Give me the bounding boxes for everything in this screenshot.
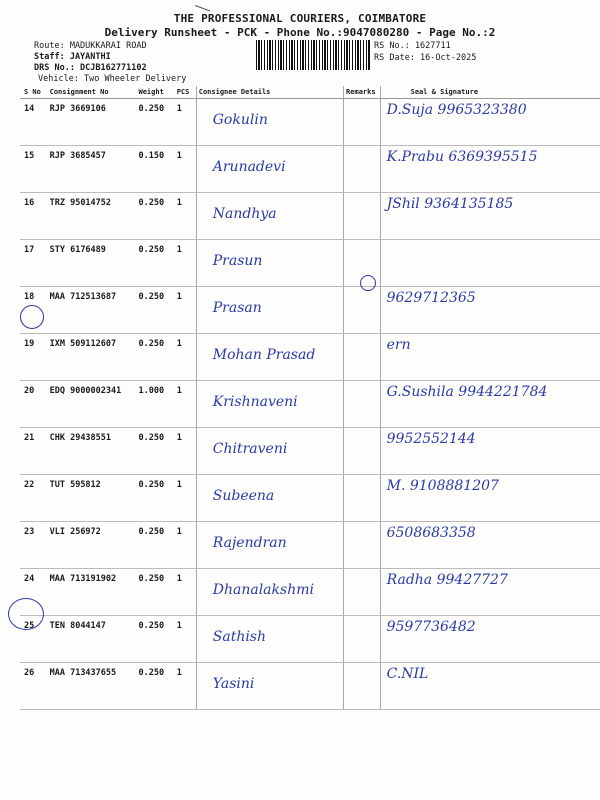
row-signature	[380, 569, 600, 616]
row-signature	[380, 287, 600, 334]
row-weight: 0.250	[137, 428, 175, 475]
row-consignment: RJP 3669106	[48, 99, 137, 146]
row-sno: 15	[20, 146, 48, 193]
barcode-image	[256, 40, 370, 70]
signature-handwriting: M. 9108881207	[386, 478, 499, 494]
row-signature	[380, 428, 600, 475]
consignee-handwriting: Krishnaveni	[212, 394, 298, 410]
row-consignee	[196, 381, 343, 428]
row-weight: 0.150	[137, 146, 175, 193]
row-weight: 0.250	[137, 287, 175, 334]
row-weight: 0.250	[137, 99, 175, 146]
row-sno: 17	[20, 240, 48, 287]
row-signature	[380, 99, 600, 146]
consignee-handwriting: Subeena	[212, 488, 275, 504]
row-consignee	[196, 240, 343, 287]
signature-handwriting: ern	[386, 337, 411, 353]
row-weight: 0.250	[137, 240, 175, 287]
row-pcs: 1	[175, 616, 197, 663]
row-weight: 0.250	[137, 663, 175, 710]
table-row	[20, 334, 600, 381]
col-sno: S No	[20, 86, 48, 99]
table-header-row	[20, 86, 600, 99]
row-signature	[380, 616, 600, 663]
row-consignee	[196, 522, 343, 569]
row-signature	[380, 240, 600, 287]
col-consignment: Consignment No	[48, 86, 137, 99]
row-remarks	[344, 616, 381, 663]
row-signature	[380, 663, 600, 710]
row-sno: 18	[20, 287, 48, 334]
row-pcs: 1	[175, 381, 197, 428]
consignee-handwriting: Rajendran	[212, 535, 287, 551]
row-remarks	[344, 99, 381, 146]
col-pcs: PCS	[175, 86, 197, 99]
row-signature	[380, 522, 600, 569]
consignee-handwriting: Dhanalakshmi	[212, 582, 314, 598]
row-consignment: STY 6176489	[48, 240, 137, 287]
row-signature	[380, 475, 600, 522]
row-weight: 0.250	[137, 569, 175, 616]
row-pcs: 1	[175, 146, 197, 193]
row-pcs: 1	[175, 193, 197, 240]
table-row	[20, 616, 600, 663]
runsheet-title: Delivery Runsheet - PCK - Phone No.:9047080280 - Page No.:2	[104, 26, 496, 39]
row-pcs: 1	[175, 475, 197, 522]
row-weight: 0.250	[137, 475, 175, 522]
row-sno: 20	[20, 381, 48, 428]
row-signature	[380, 334, 600, 381]
table-row	[20, 146, 600, 193]
signature-handwriting: 6508683358	[386, 525, 476, 541]
row-pcs: 1	[175, 334, 197, 381]
row-pcs: 1	[175, 287, 197, 334]
col-seal-signature: Seal & Signature	[380, 86, 600, 99]
row-remarks	[344, 146, 381, 193]
table-row	[20, 475, 600, 522]
signature-handwriting: K.Prabu 6369395515	[386, 149, 538, 165]
consignee-handwriting: Prasun	[212, 253, 263, 269]
row-remarks	[344, 475, 381, 522]
row-signature	[380, 193, 600, 240]
pen-tick-mark	[195, 0, 213, 11]
row-weight: 0.250	[137, 193, 175, 240]
row-consignment: CHK 29438551	[48, 428, 137, 475]
row-signature	[380, 146, 600, 193]
row-pcs: 1	[175, 428, 197, 475]
signature-handwriting: 9952552144	[386, 431, 476, 447]
rs-date: RS Date: 16-Oct-2025	[374, 53, 477, 63]
col-weight: Weight	[137, 86, 175, 99]
row-consignee	[196, 616, 343, 663]
row-sno: 14	[20, 99, 48, 146]
row-consignment: MAA 713191902	[48, 569, 137, 616]
signature-handwriting: JShil 9364135185	[386, 196, 514, 212]
row-remarks	[344, 428, 381, 475]
col-consignee-details: Consignee Details	[196, 86, 343, 99]
runsheet-table	[20, 86, 600, 710]
row-consignment: TEN 8044147	[48, 616, 137, 663]
row-sno: 21	[20, 428, 48, 475]
pen-circle-26	[8, 598, 44, 630]
table-row	[20, 569, 600, 616]
consignee-handwriting: Nandhya	[212, 206, 277, 222]
route-label: Route: MADUKKARAI ROAD	[34, 41, 147, 51]
signature-handwriting: C.NIL	[386, 666, 429, 682]
row-sno: 23	[20, 522, 48, 569]
pen-circle-19	[20, 305, 44, 329]
row-sno: 19	[20, 334, 48, 381]
signature-handwriting: G.Sushila 9944221784	[386, 384, 548, 400]
row-pcs: 1	[175, 522, 197, 569]
signature-handwriting: 9629712365	[386, 290, 476, 306]
signature-handwriting: D.Suja 9965323380	[386, 102, 527, 118]
table-row	[20, 663, 600, 710]
row-remarks	[344, 663, 381, 710]
vehicle-label: Vehicle: Two Wheeler Delivery	[38, 74, 187, 84]
row-weight: 1.000	[137, 381, 175, 428]
col-remarks: Remarks	[344, 86, 381, 99]
row-consignment: MAA 712513687	[48, 287, 137, 334]
table-row	[20, 381, 600, 428]
row-remarks	[344, 287, 381, 334]
row-sno: 16	[20, 193, 48, 240]
row-remarks	[344, 334, 381, 381]
row-pcs: 1	[175, 99, 197, 146]
row-consignment: MAA 713437655	[48, 663, 137, 710]
row-remarks	[344, 381, 381, 428]
table-row	[20, 99, 600, 146]
row-sno: 26	[20, 663, 48, 710]
row-weight: 0.250	[137, 334, 175, 381]
table-row	[20, 240, 600, 287]
row-pcs: 1	[175, 569, 197, 616]
row-consignee	[196, 569, 343, 616]
row-consignment: IXM 509112607	[48, 334, 137, 381]
consignee-handwriting: Gokulin	[212, 112, 268, 128]
row-consignee	[196, 475, 343, 522]
row-weight: 0.250	[137, 616, 175, 663]
company-name: THE PROFESSIONAL COURIERS, COIMBATORE	[173, 12, 427, 25]
consignee-handwriting: Prasan	[212, 300, 262, 316]
consignee-handwriting: Yasini	[212, 676, 255, 692]
table-row	[20, 522, 600, 569]
row-pcs: 1	[175, 663, 197, 710]
signature-handwriting: Radha 99427727	[386, 572, 508, 588]
row-consignee	[196, 663, 343, 710]
row-consignment: EDQ 9000002341	[48, 381, 137, 428]
row-consignee	[196, 287, 343, 334]
consignee-handwriting: Sathish	[212, 629, 267, 645]
row-consignee	[196, 193, 343, 240]
row-sno: 25	[20, 616, 48, 663]
row-consignment: TRZ 95014752	[48, 193, 137, 240]
pen-circle-remark	[360, 275, 376, 291]
table-row	[20, 193, 600, 240]
row-consignee	[196, 146, 343, 193]
row-consignee	[196, 334, 343, 381]
rs-number: RS No.: 1627711	[374, 41, 451, 51]
consignee-handwriting: Mohan Prasad	[212, 347, 316, 363]
row-sno: 24	[20, 569, 48, 616]
row-remarks	[344, 193, 381, 240]
consignee-handwriting: Chitraveni	[212, 441, 288, 457]
row-remarks	[344, 569, 381, 616]
row-consignee	[196, 428, 343, 475]
row-pcs: 1	[175, 240, 197, 287]
drs-number: DRS No.: DCJB162771102	[34, 63, 147, 73]
signature-handwriting: 9597736482	[386, 619, 476, 635]
consignee-handwriting: Arunadevi	[212, 159, 286, 175]
table-body	[20, 99, 600, 710]
table-row	[20, 287, 600, 334]
row-consignment: VLI 256972	[48, 522, 137, 569]
row-consignment: RJP 3685457	[48, 146, 137, 193]
row-consignment: TUT 595812	[48, 475, 137, 522]
row-weight: 0.250	[137, 522, 175, 569]
table-row	[20, 428, 600, 475]
row-consignee	[196, 99, 343, 146]
staff-label: Staff: JAYANTHI	[34, 52, 111, 62]
row-remarks	[344, 522, 381, 569]
row-sno: 22	[20, 475, 48, 522]
row-signature	[380, 381, 600, 428]
